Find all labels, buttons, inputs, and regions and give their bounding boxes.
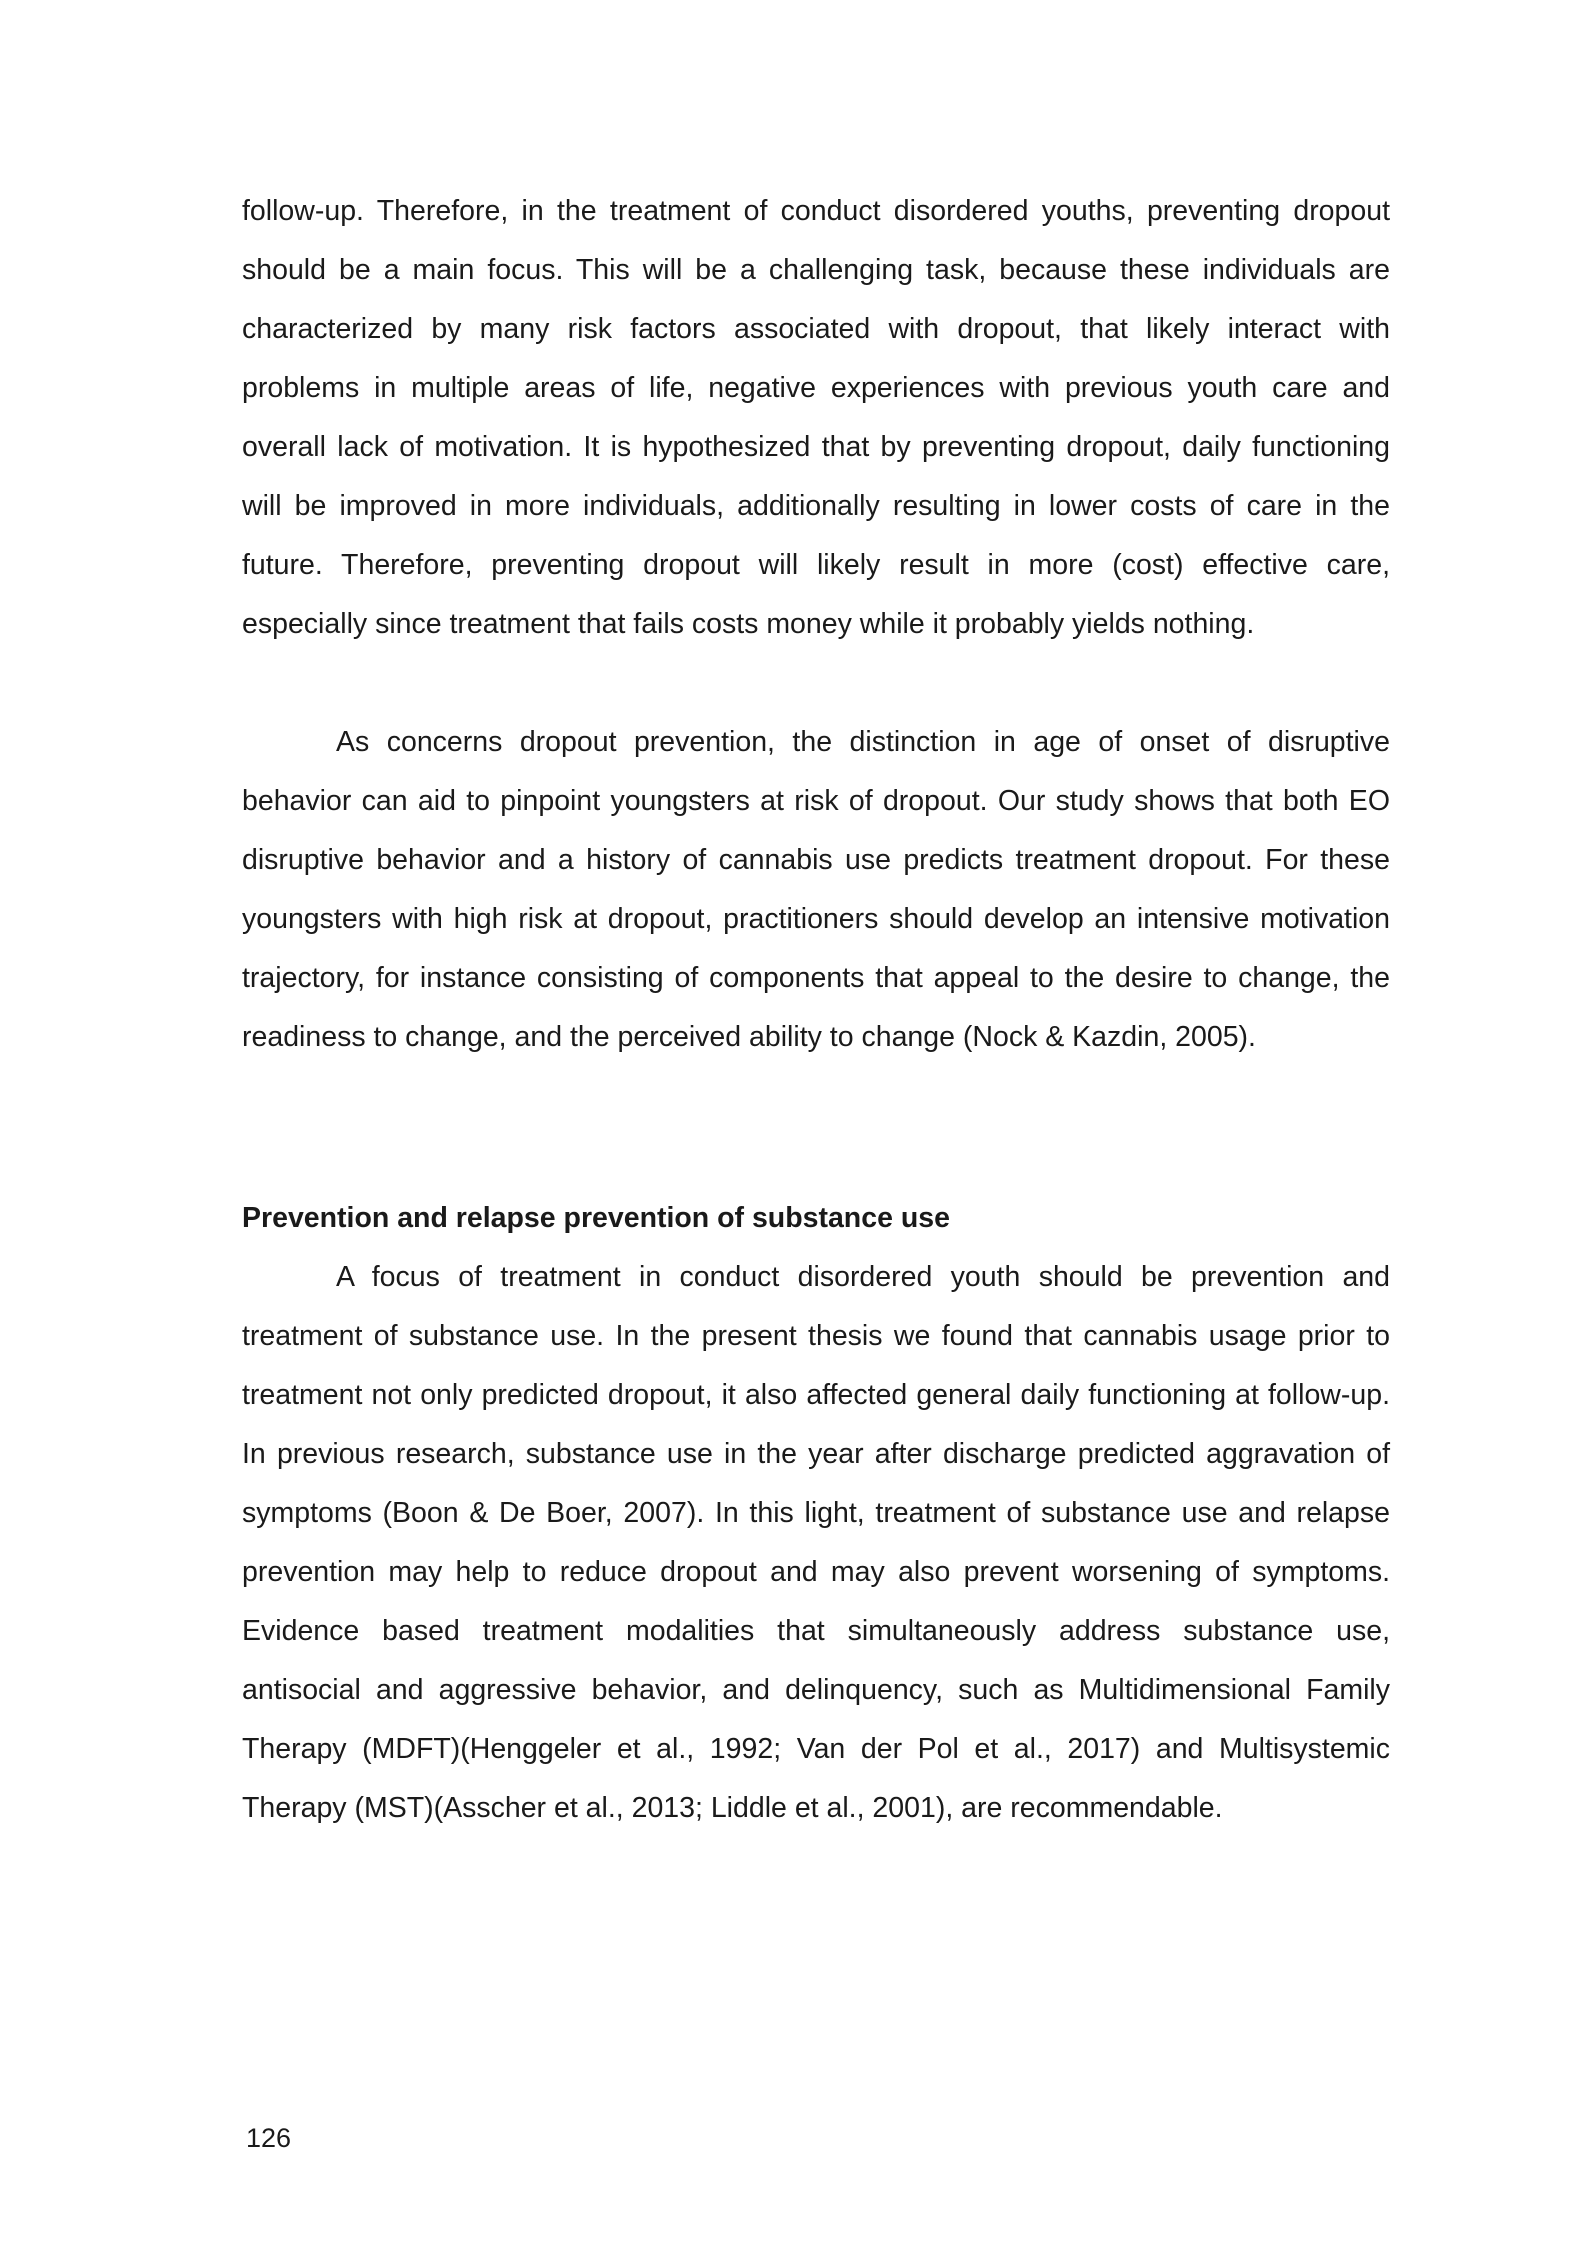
page-number: 126 [246,2123,292,2153]
section-heading: Prevention and relapse prevention of substance use [242,1202,950,1234]
body-paragraph-2: As concerns dropout prevention, the distinction in age of onset of disruptive behavior can aid to pinpoint youngsters at risk of dropout. Our study shows that both EO disruptive behavior and a history of cannabis use predicts treatment dropout. For these youngsters with high risk at dropout, practitioners should develop an intensive motivation trajectory, for instance consisting of components that appeal to the desire to change, the readiness to change, and the perceived ability to change (Nock & Kazdin, 2005). [242,726,1390,1053]
body-paragraph-1: follow-up. Therefore, in the treatment of conduct disordered youths, preventing dropout should be a main focus. This will be a challenging task, because these individuals are characterized by many risk factors associated with dropout, that likely interact with problems in multiple areas of life, negative experiences with previous youth care and overall lack of motivation. It is hypothesized that by preventing dropout, daily functioning will be improved in more individuals, additionally resulting in lower costs of care in the future. Therefore, preventing dropout will likely result in more (cost) effective care, especially since treatment that fails costs money while it probably yields nothing. [242,195,1390,640]
body-paragraph-3: A focus of treatment in conduct disordered youth should be prevention and treatment of substance use. In the present thesis we found that cannabis usage prior to treatment not only predicted dropout, it also affected general daily functioning at follow-up. In previous research, substance use in the year after discharge predicted aggravation of symptoms (Boon & De Boer, 2007). In this light, treatment of substance use and relapse prevention may help to reduce dropout and may also prevent worsening of symptoms. Evidence based treatment modalities that simultaneously address substance use, antisocial and aggressive behavior, and delinquency, such as Multidimensional Family Therapy (MDFT)(Henggeler et al., 1992; Van der Pol et al., 2017) and Multisystemic Therapy (MST)(Asscher et al., 2013; Liddle et al., 2001), are recommendable. [242,1261,1390,1824]
